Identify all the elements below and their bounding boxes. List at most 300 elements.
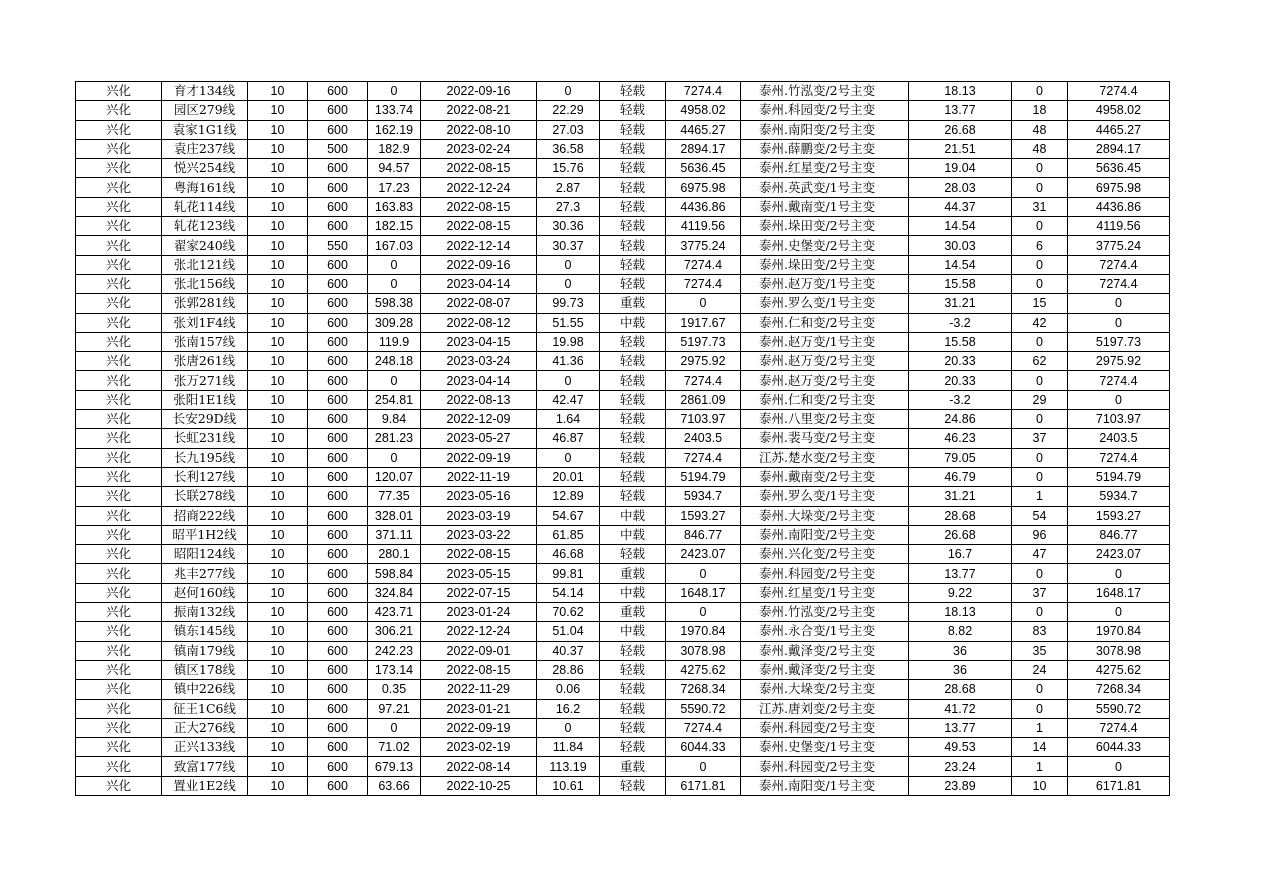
voltage-cell: 10 [248,410,308,429]
table-row [76,178,1170,197]
load-data-table [75,81,1170,796]
substation-transformer-cell: 泰州.永合变/1号主变 [741,622,909,641]
table-row [76,680,1170,699]
table-row [76,525,1170,544]
region-cell: 兴化 [76,236,162,255]
rated-current-cell: 600 [308,390,368,409]
rated-current-cell: 600 [308,738,368,757]
date-cell: 2022-08-12 [421,313,537,332]
available-capacity-cell: 7268.34 [666,680,741,699]
region-cell: 兴化 [76,410,162,429]
count-cell: 0 [1012,603,1068,622]
line-name-cell: 张刘1F4线 [162,313,248,332]
count-cell: 1 [1012,718,1068,737]
load-status-cell: 轻载 [600,738,666,757]
region-cell: 兴化 [76,197,162,216]
max-current-cell: 120.07 [368,467,421,486]
transformer-load-rate-cell: 24.86 [909,410,1012,429]
available-capacity-cell: 1917.67 [666,313,741,332]
date-cell: 2023-05-16 [421,487,537,506]
line-name-cell: 征王1C6线 [162,699,248,718]
load-status-cell: 轻载 [600,159,666,178]
substation-transformer-cell: 泰州.史堡变/2号主变 [741,236,909,255]
load-status-cell: 轻载 [600,410,666,429]
available-capacity-cell: 846.77 [666,525,741,544]
substation-transformer-cell: 泰州.史堡变/1号主变 [741,738,909,757]
substation-transformer-cell: 泰州.竹泓变/2号主变 [741,603,909,622]
max-current-cell: 182.15 [368,217,421,236]
rated-current-cell: 600 [308,101,368,120]
capacity-cell: 7274.4 [1068,255,1170,274]
region-cell: 兴化 [76,429,162,448]
date-cell: 2022-08-13 [421,390,537,409]
table-row [76,352,1170,371]
available-capacity-cell: 1593.27 [666,506,741,525]
load-rate-cell: 0.06 [537,680,600,699]
table-row [76,429,1170,448]
capacity-cell: 6044.33 [1068,738,1170,757]
transformer-load-rate-cell: 30.03 [909,236,1012,255]
line-name-cell: 长虹231线 [162,429,248,448]
line-name-cell: 张万271线 [162,371,248,390]
transformer-load-rate-cell: 46.23 [909,429,1012,448]
voltage-cell: 10 [248,101,308,120]
load-status-cell: 轻载 [600,82,666,101]
transformer-load-rate-cell: 46.79 [909,467,1012,486]
voltage-cell: 10 [248,120,308,139]
available-capacity-cell: 5934.7 [666,487,741,506]
date-cell: 2023-04-14 [421,274,537,293]
capacity-cell: 7274.4 [1068,82,1170,101]
transformer-load-rate-cell: 9.22 [909,583,1012,602]
available-capacity-cell: 5590.72 [666,699,741,718]
capacity-cell: 7274.4 [1068,274,1170,293]
available-capacity-cell: 0 [666,757,741,776]
line-name-cell: 昭阳124线 [162,545,248,564]
load-rate-cell: 27.3 [537,197,600,216]
voltage-cell: 10 [248,680,308,699]
count-cell: 54 [1012,506,1068,525]
available-capacity-cell: 2423.07 [666,545,741,564]
date-cell: 2022-08-14 [421,757,537,776]
rated-current-cell: 500 [308,139,368,158]
max-current-cell: 119.9 [368,332,421,351]
rated-current-cell: 600 [308,274,368,293]
table-row [76,757,1170,776]
count-cell: 83 [1012,622,1068,641]
substation-transformer-cell: 泰州.裴马变/2号主变 [741,429,909,448]
voltage-cell: 10 [248,564,308,583]
line-name-cell: 振南132线 [162,603,248,622]
count-cell: 62 [1012,352,1068,371]
rated-current-cell: 600 [308,583,368,602]
available-capacity-cell: 5197.73 [666,332,741,351]
transformer-load-rate-cell: 13.77 [909,101,1012,120]
region-cell: 兴化 [76,178,162,197]
rated-current-cell: 600 [308,603,368,622]
substation-transformer-cell: 泰州.戴泽变/2号主变 [741,660,909,679]
line-name-cell: 轧花114线 [162,197,248,216]
table-row [76,217,1170,236]
table-row [76,313,1170,332]
available-capacity-cell: 0 [666,564,741,583]
available-capacity-cell: 7274.4 [666,82,741,101]
line-name-cell: 张唐261线 [162,352,248,371]
capacity-cell: 5636.45 [1068,159,1170,178]
load-rate-cell: 30.36 [537,217,600,236]
table-row [76,776,1170,795]
substation-transformer-cell: 泰州.科园变/2号主变 [741,718,909,737]
max-current-cell: 0 [368,255,421,274]
capacity-cell: 4958.02 [1068,101,1170,120]
voltage-cell: 10 [248,429,308,448]
substation-transformer-cell: 泰州.赵万变/1号主变 [741,274,909,293]
available-capacity-cell: 6044.33 [666,738,741,757]
load-status-cell: 中载 [600,583,666,602]
region-cell: 兴化 [76,352,162,371]
load-rate-cell: 2.87 [537,178,600,197]
voltage-cell: 10 [248,660,308,679]
transformer-load-rate-cell: 28.68 [909,680,1012,699]
date-cell: 2022-10-25 [421,776,537,795]
table-row [76,255,1170,274]
capacity-cell: 4465.27 [1068,120,1170,139]
rated-current-cell: 600 [308,82,368,101]
load-rate-cell: 0 [537,371,600,390]
table-row [76,371,1170,390]
load-rate-cell: 51.55 [537,313,600,332]
voltage-cell: 10 [248,641,308,660]
line-name-cell: 正大276线 [162,718,248,737]
substation-transformer-cell: 泰州.科园变/2号主变 [741,757,909,776]
region-cell: 兴化 [76,390,162,409]
substation-transformer-cell: 泰州.红星变/2号主变 [741,159,909,178]
transformer-load-rate-cell: 20.33 [909,352,1012,371]
date-cell: 2022-12-24 [421,178,537,197]
count-cell: 0 [1012,159,1068,178]
count-cell: 48 [1012,139,1068,158]
region-cell: 兴化 [76,622,162,641]
max-current-cell: 0 [368,718,421,737]
max-current-cell: 182.9 [368,139,421,158]
max-current-cell: 9.84 [368,410,421,429]
line-name-cell: 袁家1G1线 [162,120,248,139]
line-name-cell: 赵何160线 [162,583,248,602]
date-cell: 2023-02-24 [421,139,537,158]
rated-current-cell: 600 [308,506,368,525]
date-cell: 2022-08-21 [421,101,537,120]
rated-current-cell: 600 [308,641,368,660]
date-cell: 2022-08-15 [421,197,537,216]
count-cell: 24 [1012,660,1068,679]
table-row [76,506,1170,525]
table-row [76,718,1170,737]
transformer-load-rate-cell: 8.82 [909,622,1012,641]
load-rate-cell: 99.73 [537,294,600,313]
load-rate-cell: 28.86 [537,660,600,679]
table-row [76,236,1170,255]
line-name-cell: 轧花123线 [162,217,248,236]
load-rate-cell: 40.37 [537,641,600,660]
line-name-cell: 正兴133线 [162,738,248,757]
available-capacity-cell: 2861.09 [666,390,741,409]
voltage-cell: 10 [248,506,308,525]
region-cell: 兴化 [76,217,162,236]
region-cell: 兴化 [76,313,162,332]
date-cell: 2022-12-09 [421,410,537,429]
voltage-cell: 10 [248,313,308,332]
load-rate-cell: 30.37 [537,236,600,255]
substation-transformer-cell: 泰州.英武变/1号主变 [741,178,909,197]
rated-current-cell: 600 [308,757,368,776]
line-name-cell: 长利127线 [162,467,248,486]
transformer-load-rate-cell: 13.77 [909,564,1012,583]
region-cell: 兴化 [76,255,162,274]
table-row [76,660,1170,679]
max-current-cell: 77.35 [368,487,421,506]
max-current-cell: 280.1 [368,545,421,564]
region-cell: 兴化 [76,101,162,120]
line-name-cell: 长联278线 [162,487,248,506]
table-row [76,120,1170,139]
date-cell: 2022-08-15 [421,660,537,679]
transformer-load-rate-cell: 23.24 [909,757,1012,776]
capacity-cell: 7274.4 [1068,448,1170,467]
count-cell: 0 [1012,178,1068,197]
load-status-cell: 轻载 [600,139,666,158]
region-cell: 兴化 [76,641,162,660]
substation-transformer-cell: 泰州.薛鹏变/2号主变 [741,139,909,158]
load-status-cell: 轻载 [600,467,666,486]
capacity-cell: 0 [1068,390,1170,409]
available-capacity-cell: 2975.92 [666,352,741,371]
table-row [76,545,1170,564]
load-rate-cell: 11.84 [537,738,600,757]
voltage-cell: 10 [248,274,308,293]
date-cell: 2023-01-24 [421,603,537,622]
rated-current-cell: 600 [308,718,368,737]
voltage-cell: 10 [248,718,308,737]
max-current-cell: 242.23 [368,641,421,660]
date-cell: 2022-11-29 [421,680,537,699]
date-cell: 2022-12-24 [421,622,537,641]
voltage-cell: 10 [248,622,308,641]
transformer-load-rate-cell: 15.58 [909,332,1012,351]
capacity-cell: 5934.7 [1068,487,1170,506]
capacity-cell: 4436.86 [1068,197,1170,216]
substation-transformer-cell: 泰州.赵万变/2号主变 [741,371,909,390]
load-status-cell: 重载 [600,564,666,583]
region-cell: 兴化 [76,371,162,390]
voltage-cell: 10 [248,371,308,390]
region-cell: 兴化 [76,776,162,795]
rated-current-cell: 600 [308,178,368,197]
region-cell: 兴化 [76,448,162,467]
rated-current-cell: 600 [308,313,368,332]
capacity-cell: 4119.56 [1068,217,1170,236]
load-rate-cell: 113.19 [537,757,600,776]
date-cell: 2023-03-19 [421,506,537,525]
line-name-cell: 镇区178线 [162,660,248,679]
transformer-load-rate-cell: 28.68 [909,506,1012,525]
max-current-cell: 306.21 [368,622,421,641]
line-name-cell: 镇中226线 [162,680,248,699]
voltage-cell: 10 [248,332,308,351]
count-cell: 0 [1012,467,1068,486]
available-capacity-cell: 3078.98 [666,641,741,660]
available-capacity-cell: 7274.4 [666,448,741,467]
max-current-cell: 0 [368,448,421,467]
load-status-cell: 轻载 [600,274,666,293]
load-rate-cell: 54.67 [537,506,600,525]
capacity-cell: 3775.24 [1068,236,1170,255]
load-status-cell: 轻载 [600,371,666,390]
max-current-cell: 281.23 [368,429,421,448]
date-cell: 2023-02-19 [421,738,537,757]
load-status-cell: 轻载 [600,680,666,699]
substation-transformer-cell: 泰州.大垛变/2号主变 [741,506,909,525]
table-row [76,410,1170,429]
count-cell: 48 [1012,120,1068,139]
line-name-cell: 悦兴254线 [162,159,248,178]
rated-current-cell: 600 [308,255,368,274]
load-rate-cell: 46.87 [537,429,600,448]
substation-transformer-cell: 泰州.戴南变/1号主变 [741,197,909,216]
available-capacity-cell: 4436.86 [666,197,741,216]
region-cell: 兴化 [76,545,162,564]
table-row [76,159,1170,178]
line-name-cell: 张北121线 [162,255,248,274]
load-rate-cell: 70.62 [537,603,600,622]
load-status-cell: 轻载 [600,448,666,467]
substation-transformer-cell: 泰州.赵万变/1号主变 [741,332,909,351]
capacity-cell: 4275.62 [1068,660,1170,679]
available-capacity-cell: 4958.02 [666,101,741,120]
substation-transformer-cell: 泰州.仁和变/2号主变 [741,313,909,332]
voltage-cell: 10 [248,738,308,757]
date-cell: 2023-01-21 [421,699,537,718]
available-capacity-cell: 3775.24 [666,236,741,255]
substation-transformer-cell: 泰州.南阳变/2号主变 [741,525,909,544]
max-current-cell: 17.23 [368,178,421,197]
capacity-cell: 5194.79 [1068,467,1170,486]
date-cell: 2023-03-22 [421,525,537,544]
load-status-cell: 轻载 [600,120,666,139]
available-capacity-cell: 7274.4 [666,274,741,293]
date-cell: 2022-12-14 [421,236,537,255]
date-cell: 2022-08-15 [421,545,537,564]
available-capacity-cell: 2403.5 [666,429,741,448]
substation-transformer-cell: 泰州.赵万变/2号主变 [741,352,909,371]
voltage-cell: 10 [248,294,308,313]
transformer-load-rate-cell: -3.2 [909,313,1012,332]
load-rate-cell: 42.47 [537,390,600,409]
load-rate-cell: 27.03 [537,120,600,139]
line-name-cell: 张南157线 [162,332,248,351]
line-name-cell: 兆丰277线 [162,564,248,583]
rated-current-cell: 600 [308,197,368,216]
count-cell: 14 [1012,738,1068,757]
table-row [76,101,1170,120]
load-status-cell: 重载 [600,757,666,776]
load-rate-cell: 0 [537,718,600,737]
load-rate-cell: 16.2 [537,699,600,718]
load-rate-cell: 0 [537,82,600,101]
rated-current-cell: 600 [308,467,368,486]
substation-transformer-cell: 江苏.唐刘变/2号主变 [741,699,909,718]
substation-transformer-cell: 泰州.罗么变/1号主变 [741,487,909,506]
rated-current-cell: 600 [308,120,368,139]
max-current-cell: 173.14 [368,660,421,679]
transformer-load-rate-cell: 21.51 [909,139,1012,158]
voltage-cell: 10 [248,178,308,197]
transformer-load-rate-cell: 18.13 [909,82,1012,101]
line-name-cell: 粤海161线 [162,178,248,197]
transformer-load-rate-cell: 36 [909,641,1012,660]
line-name-cell: 张北156线 [162,274,248,293]
count-cell: 0 [1012,564,1068,583]
date-cell: 2022-09-01 [421,641,537,660]
region-cell: 兴化 [76,680,162,699]
substation-transformer-cell: 泰州.竹泓变/2号主变 [741,82,909,101]
available-capacity-cell: 6975.98 [666,178,741,197]
line-name-cell: 翟家240线 [162,236,248,255]
transformer-load-rate-cell: 79.05 [909,448,1012,467]
line-name-cell: 育才134线 [162,82,248,101]
available-capacity-cell: 1648.17 [666,583,741,602]
load-status-cell: 轻载 [600,332,666,351]
load-rate-cell: 20.01 [537,467,600,486]
region-cell: 兴化 [76,660,162,679]
capacity-cell: 0 [1068,313,1170,332]
load-status-cell: 轻载 [600,545,666,564]
capacity-cell: 6975.98 [1068,178,1170,197]
substation-transformer-cell: 泰州.红星变/1号主变 [741,583,909,602]
rated-current-cell: 600 [308,217,368,236]
transformer-load-rate-cell: 19.04 [909,159,1012,178]
substation-transformer-cell: 泰州.大垛变/2号主变 [741,680,909,699]
rated-current-cell: 600 [308,680,368,699]
capacity-cell: 0 [1068,564,1170,583]
table-row [76,274,1170,293]
max-current-cell: 324.84 [368,583,421,602]
max-current-cell: 0 [368,82,421,101]
date-cell: 2022-11-19 [421,467,537,486]
region-cell: 兴化 [76,506,162,525]
voltage-cell: 10 [248,545,308,564]
count-cell: 0 [1012,371,1068,390]
load-rate-cell: 54.14 [537,583,600,602]
table-row [76,139,1170,158]
rated-current-cell: 600 [308,776,368,795]
count-cell: 1 [1012,757,1068,776]
capacity-cell: 7274.4 [1068,718,1170,737]
rated-current-cell: 600 [308,410,368,429]
load-rate-cell: 19.98 [537,332,600,351]
table-body [76,82,1170,796]
substation-transformer-cell: 泰州.戴南变/2号主变 [741,467,909,486]
region-cell: 兴化 [76,82,162,101]
region-cell: 兴化 [76,159,162,178]
region-cell: 兴化 [76,487,162,506]
available-capacity-cell: 0 [666,294,741,313]
line-name-cell: 张郭281线 [162,294,248,313]
count-cell: 96 [1012,525,1068,544]
max-current-cell: 163.83 [368,197,421,216]
load-rate-cell: 41.36 [537,352,600,371]
max-current-cell: 63.66 [368,776,421,795]
max-current-cell: 71.02 [368,738,421,757]
